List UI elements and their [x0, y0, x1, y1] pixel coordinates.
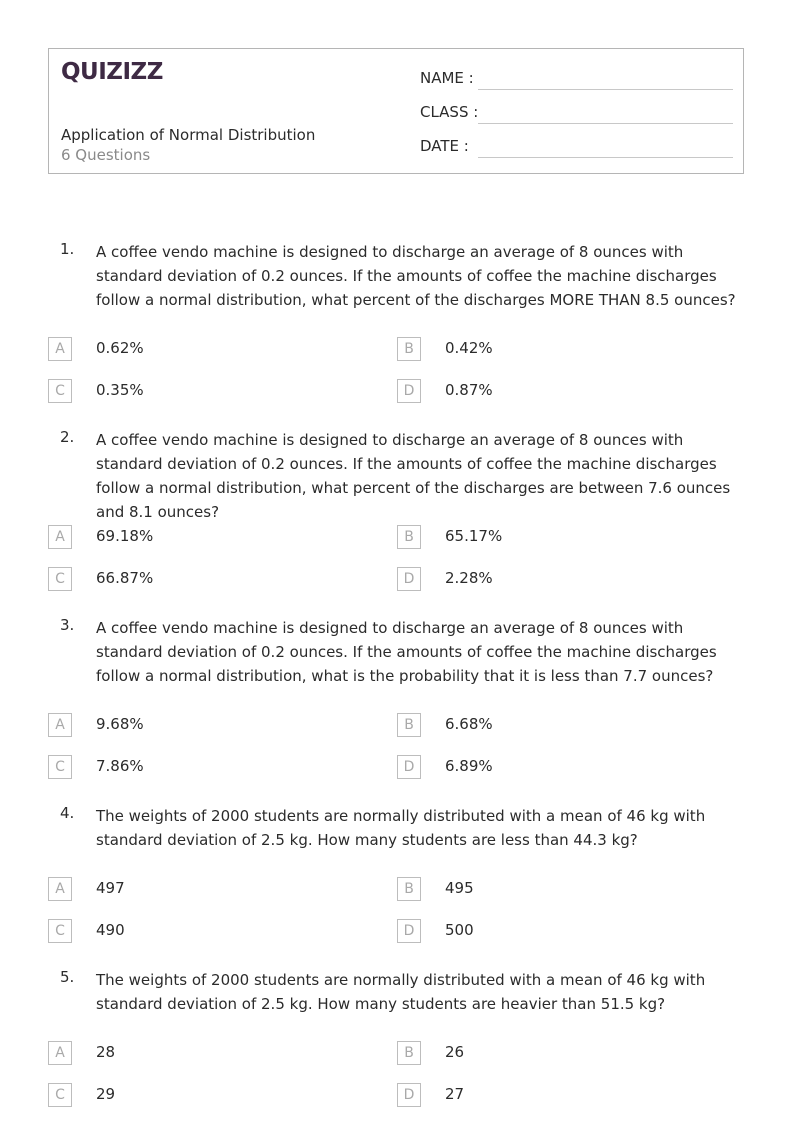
quizizz-logo: QUIZIZZ [61, 59, 163, 85]
option-letter: C [48, 919, 72, 943]
q3-option-a[interactable] [48, 713, 348, 739]
option-letter: A [48, 525, 72, 549]
option-text: 28 [96, 1043, 116, 1061]
q4-option-a[interactable] [48, 877, 348, 903]
option-text: 66.87% [96, 569, 154, 587]
option-text: 65.17% [445, 527, 503, 545]
option-text: 0.35% [96, 381, 144, 399]
question-number: 5. [60, 968, 75, 986]
option-text: 7.86% [96, 757, 144, 775]
option-text: 9.68% [96, 715, 144, 733]
class-field[interactable] [420, 103, 733, 127]
q5-option-b[interactable] [397, 1041, 697, 1067]
worksheet-header [48, 48, 744, 174]
option-text: 29 [96, 1085, 116, 1103]
option-letter: C [48, 379, 72, 403]
option-text: 6.89% [445, 757, 493, 775]
q1-option-d[interactable] [397, 379, 697, 405]
option-text: 2.28% [445, 569, 493, 587]
q2-option-d[interactable] [397, 567, 697, 593]
question-number: 1. [60, 240, 75, 258]
q1-option-c[interactable] [48, 379, 348, 405]
q5-option-c[interactable] [48, 1083, 348, 1109]
q3-option-d[interactable] [397, 755, 697, 781]
question-text: A coffee vendo machine is designed to discharge an average of 8 ounces with standard deviation of 0.2 ounces. If the amounts of coffee the machine discharges follow a normal distribution, what percent of the discharges are between 7.6 ounces and 8.1 ounces? [96, 431, 731, 521]
option-letter: D [397, 379, 421, 403]
q2-option-b[interactable] [397, 525, 697, 551]
q1-option-b[interactable] [397, 337, 697, 363]
option-text: 497 [96, 879, 125, 897]
option-text: 69.18% [96, 527, 154, 545]
q5-option-d[interactable] [397, 1083, 697, 1109]
option-letter: A [48, 1041, 72, 1065]
option-text: 27 [445, 1085, 465, 1103]
name-label: NAME : [420, 69, 474, 87]
class-line[interactable] [478, 123, 733, 124]
option-letter: D [397, 755, 421, 779]
q5-option-a[interactable] [48, 1041, 348, 1067]
option-letter: B [397, 337, 421, 361]
option-text: 26 [445, 1043, 465, 1061]
question-text: The weights of 2000 students are normally distributed with a mean of 46 kg with standard deviation of 2.5 kg. How many students are less than 44.3 kg? [96, 807, 706, 849]
option-letter: A [48, 877, 72, 901]
option-letter: B [397, 877, 421, 901]
question-text: The weights of 2000 students are normally distributed with a mean of 46 kg with standard deviation of 2.5 kg. How many students are heavier than 51.5 kg? [96, 971, 706, 1013]
option-text: 500 [445, 921, 474, 939]
question-number: 2. [60, 428, 75, 446]
option-text: 0.62% [96, 339, 144, 357]
option-text: 490 [96, 921, 125, 939]
name-line[interactable] [478, 89, 733, 90]
option-letter: D [397, 919, 421, 943]
question-text: A coffee vendo machine is designed to discharge an average of 8 ounces with standard deviation of 0.2 ounces. If the amounts of coffee the machine discharges follow a normal distribution, what is the probability that it is less than 7.7 ounces? [96, 619, 717, 685]
q3-option-c[interactable] [48, 755, 348, 781]
option-text: 495 [445, 879, 474, 897]
question-number: 3. [60, 616, 75, 634]
option-letter: C [48, 1083, 72, 1107]
q3-option-b[interactable] [397, 713, 697, 739]
worksheet-title: Application of Normal Distribution [61, 126, 316, 144]
question-number: 4. [60, 804, 75, 822]
q4-option-b[interactable] [397, 877, 697, 903]
q1-option-a[interactable] [48, 337, 348, 363]
q4-option-d[interactable] [397, 919, 697, 945]
option-text: 0.87% [445, 381, 493, 399]
option-letter: B [397, 1041, 421, 1065]
class-label: CLASS : [420, 103, 479, 121]
option-letter: B [397, 525, 421, 549]
option-letter: C [48, 755, 72, 779]
option-letter: A [48, 713, 72, 737]
option-letter: B [397, 713, 421, 737]
q4-option-c[interactable] [48, 919, 348, 945]
option-letter: D [397, 1083, 421, 1107]
name-field[interactable] [420, 69, 733, 93]
date-field[interactable] [420, 137, 733, 161]
question-text: A coffee vendo machine is designed to discharge an average of 8 ounces with standard deviation of 0.2 ounces. If the amounts of coffee the machine discharges follow a normal distribution, what percent of the discharges MORE THAN 8.5 ounces? [96, 243, 736, 309]
date-line[interactable] [478, 157, 733, 158]
q2-option-a[interactable] [48, 525, 348, 551]
option-letter: A [48, 337, 72, 361]
option-text: 6.68% [445, 715, 493, 733]
option-text: 0.42% [445, 339, 493, 357]
question-count: 6 Questions [61, 146, 151, 164]
q2-option-c[interactable] [48, 567, 348, 593]
option-letter: D [397, 567, 421, 591]
option-letter: C [48, 567, 72, 591]
date-label: DATE : [420, 137, 469, 155]
